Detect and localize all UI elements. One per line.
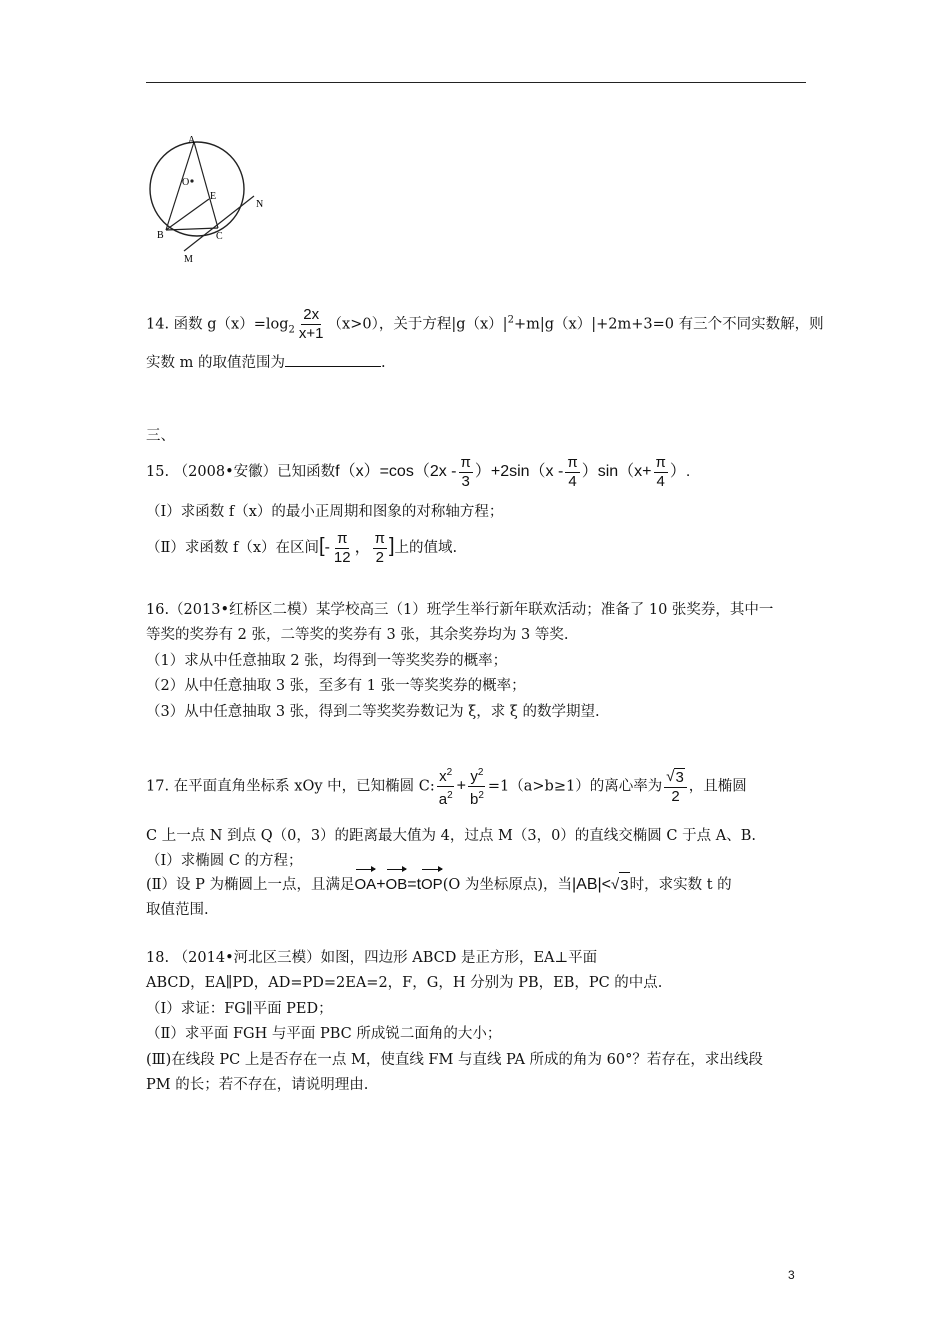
answer-blank xyxy=(285,352,381,367)
q18-line3: （Ⅰ）求证：FG∥平面 PED； xyxy=(146,1001,333,1017)
q15-line1: 15. （2008•安徽）已知函数f（x）=cos（2x - $\frac{\pi}{3}$ ）+2sin（x - $\frac{\pi}{4}$ ）sin（x+ $\frac{\pi}{4}$ ）. xyxy=(146,453,691,490)
q18-line2: ABCD，EA∥PD，AD=PD=2EA=2，F，G，H 分别为 PB，EB，PC 的中点. xyxy=(146,975,663,991)
label-n: N xyxy=(256,199,264,210)
label-a: A xyxy=(188,135,196,146)
circle-geometry-figure xyxy=(142,133,272,269)
label-m: M xyxy=(184,254,193,265)
section-heading: 三、 xyxy=(146,428,175,444)
q17-line1: 17. 在平面直角坐标系 xOy 中，已知椭圆 C: $\frac{x^2}{a^2}$ + $\frac{y^2}{b^2}$ =1（a>b≥1）的离心率为 √ 3 2 ，且椭圆 xyxy=(146,764,747,809)
label-e: E xyxy=(210,191,217,202)
q16-line5: （3）从中任意抽取 3 张，得到二等奖奖券数记为 ξ，求 ξ 的数学期望. xyxy=(146,704,600,720)
q14-text-a: 14. 函数 g（x）=log xyxy=(146,316,289,333)
q15-part2: （Ⅱ）求函数 f（x）在区间[- $\frac{\pi}{12}$ ， $\frac{\pi}{2}$ ]上的值域. xyxy=(146,529,458,566)
q16-line3: （1）求从中任意抽取 2 张，均得到一等奖奖券的概率； xyxy=(146,653,508,669)
q18-line4: （Ⅱ）求平面 FGH 与平面 PBC 所成锐二面角的大小； xyxy=(146,1026,502,1042)
q17-line3: （Ⅰ）求椭圆 C 的方程； xyxy=(146,853,303,869)
q14-text-b: （x>0），关于方程|g（x）| xyxy=(327,316,508,333)
q18-line6: PM 的长；若不存在，请说明理由. xyxy=(146,1077,369,1093)
q14-text-c: +m|g（x）|+2m+3=0 有三个不同实数解，则 xyxy=(513,316,824,333)
q14-exp: 2 xyxy=(507,314,514,326)
label-c: C xyxy=(216,231,223,242)
label-o: O xyxy=(182,177,190,188)
q14-line1 xyxy=(146,306,824,344)
q14-fraction: $\frac{2x}{x+1}$ xyxy=(298,306,324,342)
q14-line2: 实数 m 的取值范围为 . xyxy=(146,352,386,373)
q15-part1: （Ⅰ）求函数 f（x）的最小正周期和图象的对称轴方程； xyxy=(146,504,504,520)
q17-line4: (Ⅱ）设 P 为椭圆上一点，且满足OA+OB=tOP(O 为坐标原点)，当|AB|<√ 3 时，求实数 t 的 xyxy=(146,872,732,899)
label-b: B xyxy=(157,230,164,241)
q16-line4: （2）从中任意抽取 3 张，至多有 1 张一等奖奖券的概率； xyxy=(146,678,526,694)
q14-log-base: 2 xyxy=(288,324,295,336)
q16-line2: 等奖的奖券有 2 张，二等奖的奖券有 3 张，其余奖券均为 3 等奖. xyxy=(146,627,569,643)
q18-line5: (Ⅲ)在线段 PC 上是否存在一点 M，使直线 FM 与直线 PA 所成的角为 60°？若存在，求出线段 xyxy=(146,1052,763,1068)
q18-line1: 18. （2014•河北区三模）如图，四边形 ABCD 是正方形，EA⊥平面 xyxy=(146,950,598,966)
header-rule xyxy=(146,82,806,83)
q17-line5: 取值范围. xyxy=(146,902,209,918)
page-number: 3 xyxy=(788,1268,795,1282)
q17-line2: C 上一点 N 到点 Q（0，3）的距离最大值为 4，过点 M（3，0）的直线交椭圆 C 于点 A、B. xyxy=(146,828,756,844)
q16-line1: 16.（2013•红桥区二模）某学校高三（1）班学生举行新年联欢活动；准备了 10 张奖券，其中一 xyxy=(146,602,774,618)
